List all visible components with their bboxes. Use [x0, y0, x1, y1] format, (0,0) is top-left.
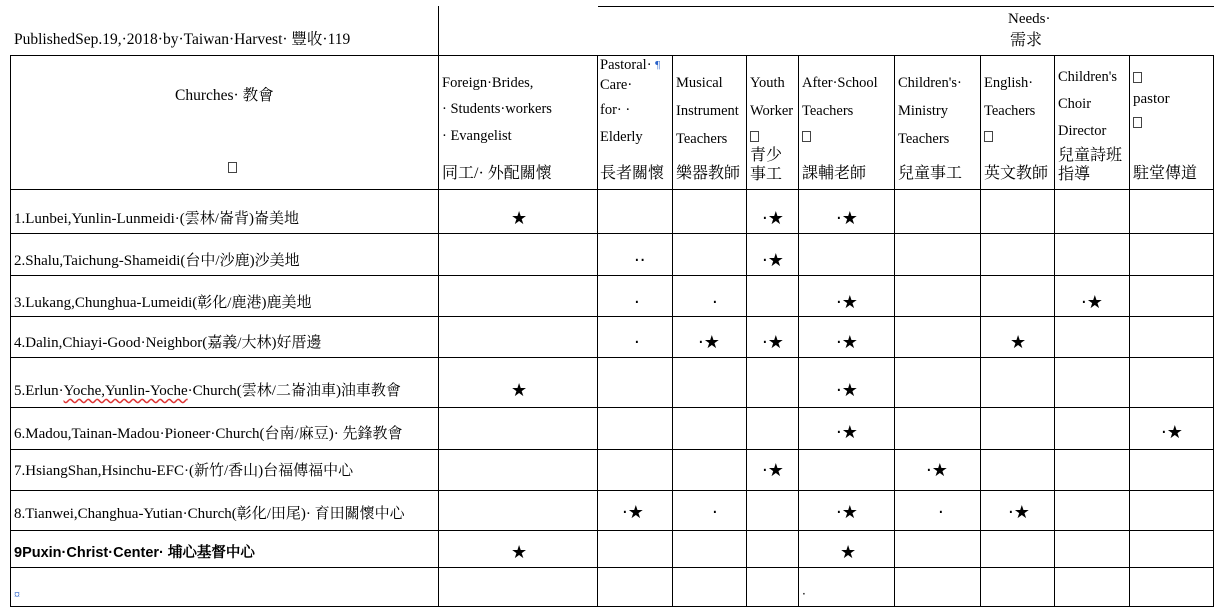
col-header-youth-worker-zh: 青少 事工 [750, 147, 783, 183]
need-mark: ·★ [762, 250, 784, 271]
need-mark: ·★ [622, 502, 644, 523]
needs-top-rule [598, 6, 1214, 7]
church-row-2: 2.Shalu,Taichung-Shameidi(台中/沙鹿)沙美地 [14, 253, 300, 269]
table-border-right [1213, 56, 1214, 607]
paragraph-mark-icon: ¶ [655, 59, 661, 71]
need-mark: ·★ [1081, 292, 1103, 313]
need-mark: ·★ [836, 502, 858, 523]
needs-title-zh: 需求 [1010, 32, 1043, 49]
col-header-english-teachers: English· Teachers [984, 70, 1035, 146]
col-header-english-teachers-zh: 英文教師 [984, 165, 1049, 182]
church-row-4: 4.Dalin,Chiayi-Good·Neighbor(嘉義/大林)好厝邊 [14, 335, 322, 351]
need-mark: ·★ [762, 332, 784, 353]
need-mark: ·★ [698, 332, 720, 353]
need-mark: · [712, 502, 718, 523]
need-mark: · [802, 587, 806, 601]
end-of-cell-mark-icon: ¤ [14, 587, 20, 601]
need-mark: ★ [840, 542, 857, 563]
need-mark: · [938, 502, 944, 523]
need-mark: · [634, 292, 640, 313]
need-mark: ·★ [836, 292, 858, 313]
need-mark: ·★ [836, 208, 858, 229]
church-row-8: 8.Tianwei,Changhua-Yutian·Church(彰化/田尾)· 育田關懷中心 [14, 506, 405, 522]
need-mark: ·★ [1161, 422, 1183, 443]
needs-title-en: Needs· [1008, 11, 1051, 27]
need-mark: ·· [634, 250, 646, 271]
church-row-9: 9Puxin·Christ·Center· 埔心基督中心 [14, 545, 255, 561]
col-header-pastor-zh: 駐堂傳道 [1133, 165, 1198, 182]
church-row-1: 1.Lunbei,Yunlin-Lunmeidi·(雲林/崙背)崙美地 [14, 211, 299, 227]
col-header-pastoral-care: Pastoral· ¶ Care· for· · Elderly [600, 57, 661, 145]
church-row-7: 7.HsiangShan,Hsinchu-EFC·(新竹/香山)台福傳福中心 [14, 463, 354, 479]
col-header-childrens-ministry: Children's· Ministry Teachers [898, 75, 962, 147]
col-header-foreign-brides-zh: 同工/· 外配關懷 [442, 165, 552, 182]
need-mark: ·★ [762, 208, 784, 229]
col-header-choir-director: Children's Choir Director [1058, 69, 1117, 139]
col-header-musical-instrument-zh: 樂器教師 [676, 165, 741, 182]
need-mark: ·★ [836, 422, 858, 443]
need-mark: ·★ [836, 332, 858, 353]
need-mark: · [634, 332, 640, 353]
published-line: PublishedSep.19,·2018·by·Taiwan·Harvest· 豐收·119 [14, 31, 351, 48]
table-bottom-rule [10, 606, 1214, 607]
col-header-musical-instrument: Musical Instrument Teachers [676, 75, 739, 147]
need-mark: ·★ [926, 460, 948, 481]
need-mark: ·★ [836, 380, 858, 401]
table-border-left [10, 56, 11, 607]
col-header-childrens-ministry-zh: 兒童事工 [898, 165, 963, 182]
col-header-choir-director-zh: 兒童詩班 指導 [1058, 147, 1123, 183]
placeholder-box [228, 158, 237, 176]
church-row-5: 5.Erlun·Yoche,Yunlin-Yoche·Church(雲林/二崙油車)油車教會 [14, 383, 401, 399]
church-row-3: 3.Lukang,Chunghua-Lumeidi(彰化/鹿港)鹿美地 [14, 295, 312, 311]
col-header-foreign-brides: Foreign·Brides, · Students·workers · Evangelist [442, 75, 552, 144]
churches-header: Churches· 教會 [175, 87, 274, 104]
header-bottom-rule [10, 189, 1214, 190]
col-header-pastor: pastor [1133, 68, 1170, 132]
need-mark: ★ [511, 542, 528, 563]
need-mark: ·★ [1008, 502, 1030, 523]
need-mark: · [712, 292, 718, 313]
church-col-divider [438, 6, 439, 607]
col-header-after-school-zh: 課輔老師 [802, 165, 867, 182]
need-mark: ★ [1010, 332, 1027, 353]
col-header-youth-worker: Youth Worker [750, 70, 793, 146]
need-mark: ·★ [762, 460, 784, 481]
col-header-after-school: After·School Teachers [802, 70, 878, 146]
need-mark: ★ [511, 208, 528, 229]
need-mark: ★ [511, 380, 528, 401]
col-header-pastoral-care-zh: 長者關懷 [600, 165, 665, 182]
church-row-6: 6.Madou,Tainan-Madou·Pioneer·Church(台南/麻豆)· 先鋒教會 [14, 426, 403, 442]
